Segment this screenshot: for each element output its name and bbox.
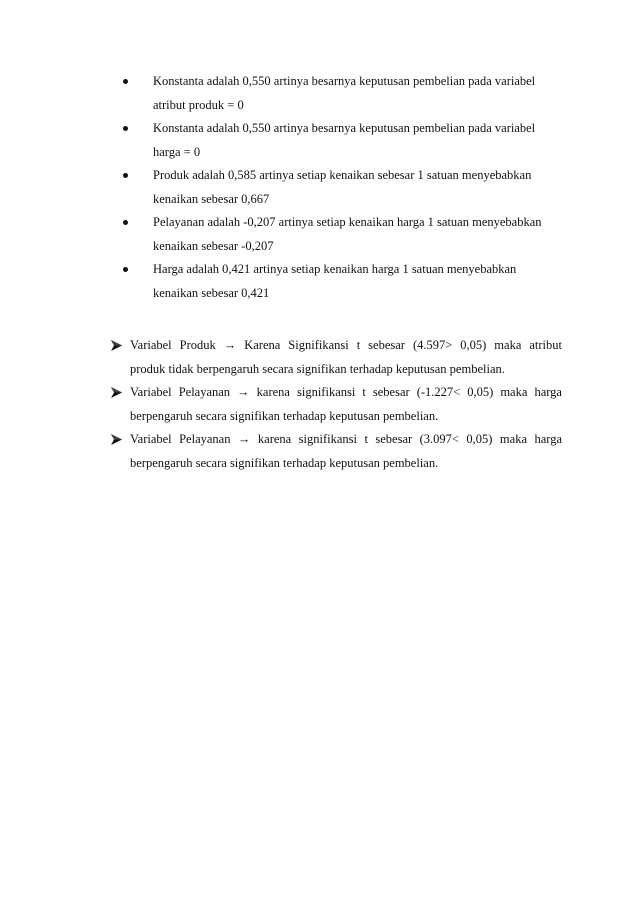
list-item-text: Pelayanan adalah -0,207 artinya setiap kenaikan harga 1 satuan menyebabkan xyxy=(153,215,542,229)
list-item-text: Variabel Pelayanan → karena signifikansi t sebesar (-1.227< 0,05) maka harga xyxy=(130,385,562,399)
significance-findings-list xyxy=(110,334,562,475)
arrowhead-bullet-icon xyxy=(111,434,122,445)
bullet-dot-icon xyxy=(123,267,128,272)
list-item-text: Konstanta adalah 0,550 artinya besarnya keputusan pembelian pada variabel xyxy=(153,74,536,88)
bullet-dot-icon xyxy=(123,173,128,178)
list-item-text-continued: produk tidak berpengaruh secara signifikan terhadap keputusan pembelian. xyxy=(130,361,505,376)
list-item xyxy=(120,211,560,258)
bullet-dot-icon xyxy=(123,220,128,225)
list-item xyxy=(120,70,560,117)
list-item-text-continued: berpengaruh secara signifikan terhadap keputusan pembelian. xyxy=(130,408,439,423)
list-item xyxy=(120,117,560,164)
bullet-dot-icon xyxy=(123,79,128,84)
arrowhead-bullet-icon xyxy=(111,387,122,398)
list-item-text-continued: kenaikan sebesar 0,421 xyxy=(153,285,270,300)
list-item-text: Variabel Produk → Karena Signifikansi t sebesar (4.597> 0,05) maka atribut xyxy=(130,338,562,352)
list-item-text: Produk adalah 0,585 artinya setiap kenaikan sebesar 1 satuan menyebabkan xyxy=(153,168,532,182)
list-item-text-continued: kenaikan sebesar -0,207 xyxy=(153,238,274,253)
list-item-text: Konstanta adalah 0,550 artinya besarnya keputusan pembelian pada variabel xyxy=(153,121,536,135)
bullet-dot-icon xyxy=(123,126,128,131)
list-item xyxy=(110,381,562,428)
arrowhead-bullet-icon xyxy=(111,340,122,351)
list-item xyxy=(120,164,560,211)
list-item xyxy=(110,428,562,475)
list-item xyxy=(110,334,562,381)
list-item-text-continued: harga = 0 xyxy=(153,144,201,159)
list-item-text-continued: atribut produk = 0 xyxy=(153,97,244,112)
coefficient-bullet-list xyxy=(120,70,560,305)
list-item-text: Variabel Pelayanan → karena signifikansi t sebesar (3.097< 0,05) maka harga xyxy=(130,432,562,446)
list-item-text-continued: kenaikan sebesar 0,667 xyxy=(153,191,270,206)
list-item-text: Harga adalah 0,421 artinya setiap kenaikan harga 1 satuan menyebabkan xyxy=(153,262,517,276)
list-item-text-continued: berpengaruh secara signifikan terhadap keputusan pembelian. xyxy=(130,455,439,470)
list-item xyxy=(120,258,560,305)
